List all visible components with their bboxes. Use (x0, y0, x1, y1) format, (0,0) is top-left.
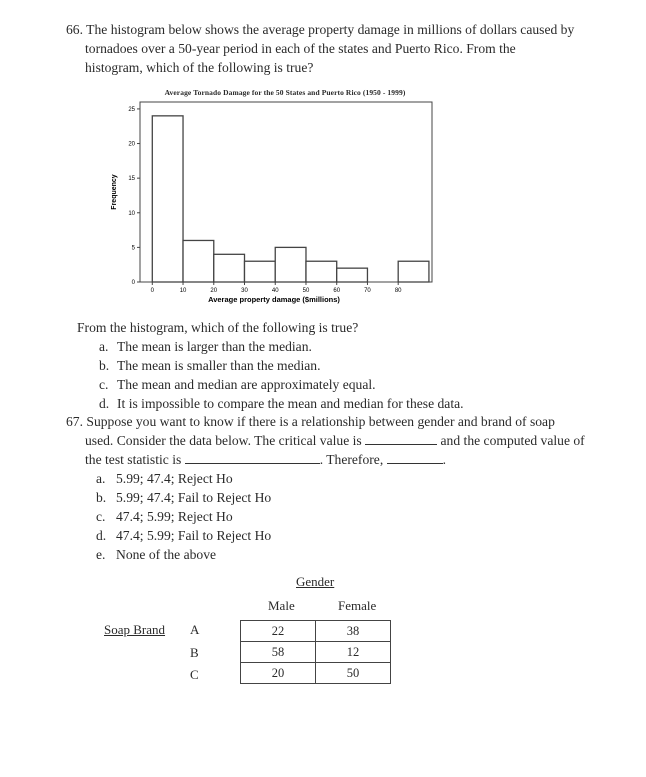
question-67-line-3 (66, 450, 606, 469)
question-67-options (66, 469, 606, 564)
column-header-female: Female (338, 598, 377, 613)
question-66-line-2: tornadoes over a 50-year period in each of the states and Puerto Rico. From the (85, 41, 516, 56)
table-cell: 50 (316, 663, 391, 684)
option-a[interactable] (96, 469, 606, 488)
option-text: None of the above (116, 547, 217, 562)
row-label-c: C (190, 667, 199, 682)
y-axis-label: Frequency (111, 174, 118, 210)
soap-brand-header: Soap Brand (104, 622, 166, 637)
row-label-a: A (190, 622, 200, 637)
column-header-male: Male (268, 598, 295, 613)
table-cell: 22 (241, 621, 316, 642)
option-letter: b. (96, 490, 107, 505)
question-number: 66. (66, 22, 83, 37)
histogram-bar (337, 268, 368, 282)
option-text: The mean is smaller than the median. (117, 358, 321, 373)
option-text: The mean is larger than the median. (117, 339, 312, 354)
x-tick-label: 40 (271, 288, 279, 294)
table-cell: 38 (316, 621, 391, 642)
y-tick-label: 5 (131, 245, 135, 252)
histogram-bar (306, 261, 337, 282)
question-text: the test statistic is (85, 452, 182, 467)
followup-text: From the histogram, which of the following is true? (77, 320, 359, 335)
critical-value-blank[interactable] (365, 432, 437, 445)
x-tick-label: 70 (364, 288, 371, 294)
test-statistic-blank[interactable] (185, 451, 320, 464)
question-text: The histogram below shows the average property damage in millions of dollars caused by (86, 22, 575, 37)
y-tick-label: 10 (128, 210, 135, 217)
y-tick-label: 20 (128, 141, 135, 148)
table-cell: 58 (241, 642, 316, 663)
y-tick-label: 15 (128, 176, 135, 183)
option-letter: c. (96, 509, 106, 524)
option-letter: a. (99, 339, 109, 354)
table-cell: 20 (241, 663, 316, 684)
question-text: used. Consider the data below. The critical value is (85, 433, 362, 448)
y-tick-label: 0 (131, 280, 135, 286)
x-tick-label: 80 (394, 288, 402, 294)
question-text: . (442, 452, 447, 467)
option-c[interactable] (77, 375, 597, 394)
table-cell: 12 (316, 642, 391, 663)
option-c[interactable] (96, 507, 606, 526)
table-row (241, 642, 391, 663)
histogram-bar (152, 116, 183, 282)
question-66 (66, 20, 606, 77)
x-tick-label: 0 (150, 288, 154, 294)
question-number: 67. (66, 414, 83, 429)
option-e[interactable] (96, 545, 606, 564)
histogram-bar (275, 247, 306, 282)
question-67 (66, 412, 606, 564)
histogram-bar (214, 254, 245, 282)
table-row (241, 663, 391, 684)
histogram-svg (90, 88, 450, 308)
option-b[interactable] (96, 488, 606, 507)
option-text: 47.4; 5.99; Fail to Reject Ho (116, 528, 272, 543)
question-66-line-3: histogram, which of the following is true? (85, 60, 314, 75)
question-67-line-1 (66, 412, 606, 431)
question-66-line-1 (66, 20, 606, 39)
histogram-bar (245, 261, 276, 282)
option-d[interactable] (96, 526, 606, 545)
option-d[interactable] (77, 394, 597, 413)
option-letter: a. (96, 471, 106, 486)
conclusion-blank[interactable] (387, 451, 443, 464)
option-text: 5.99; 47.4; Fail to Reject Ho (116, 490, 272, 505)
y-tick-label: 25 (128, 106, 135, 113)
question-text: Suppose you want to know if there is a relationship between gender and brand of soap (86, 414, 555, 429)
question-67-line-2 (66, 431, 606, 450)
option-letter: b. (99, 358, 110, 373)
table-row (241, 621, 391, 642)
option-a[interactable] (77, 337, 597, 356)
x-tick-label: 50 (302, 288, 310, 294)
question-66-followup (77, 318, 597, 413)
option-text: The mean and median are approximately equal. (117, 377, 376, 392)
option-text: 5.99; 47.4; Reject Ho (116, 471, 233, 486)
row-label-b: B (190, 645, 199, 660)
x-tick-label: 30 (241, 288, 248, 294)
option-letter: c. (99, 377, 109, 392)
gender-header: Gender (296, 574, 335, 589)
option-text: It is impossible to compare the mean and median for these data. (117, 396, 464, 411)
histogram (90, 88, 450, 308)
question-text: and the computed value of (440, 433, 585, 448)
x-tick-label: 60 (333, 288, 341, 294)
option-letter: d. (96, 528, 107, 543)
chart-title: Average Tornado Damage for the 50 States and Puerto Rico (1950 - 1999) (164, 88, 406, 97)
option-letter: d. (99, 396, 110, 411)
x-axis-label: Average property damage ($millions) (208, 295, 340, 304)
x-tick-label: 10 (179, 288, 187, 294)
option-b[interactable] (77, 356, 597, 375)
option-letter: e. (96, 547, 106, 562)
contingency-table (240, 620, 391, 684)
question-text: . Therefore, (319, 452, 384, 467)
histogram-bar (183, 240, 214, 282)
option-text: 47.4; 5.99; Reject Ho (116, 509, 233, 524)
histogram-bar (398, 261, 429, 282)
x-tick-label: 20 (210, 288, 218, 294)
